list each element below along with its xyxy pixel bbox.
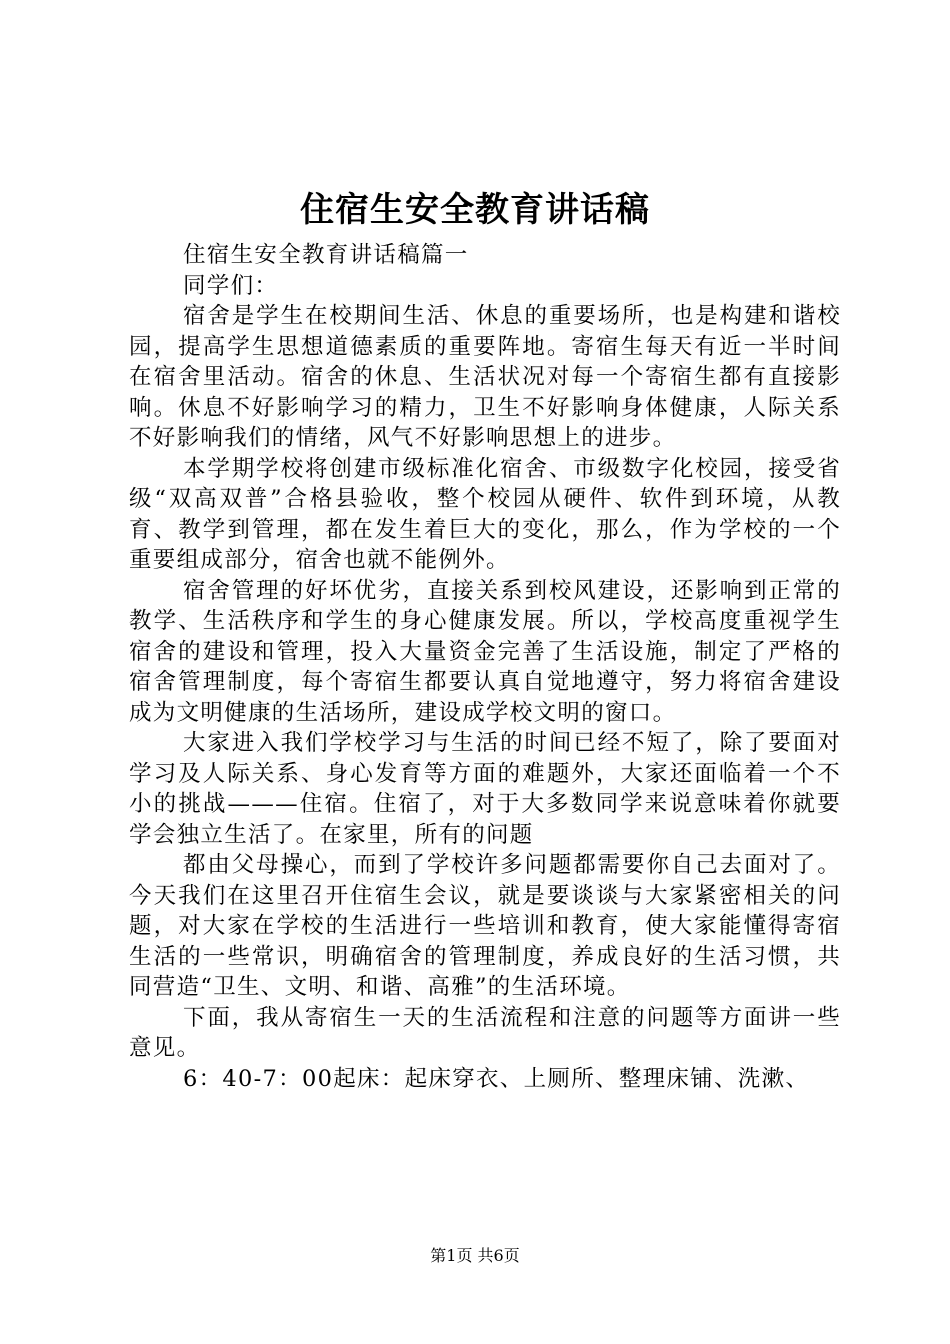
paragraph: 宿舍是学生在校期间生活、休息的重要场所，也是构建和谐校园，提高学生思想道德素质的重要阵地。寄宿生每天有近一半时间在宿舍里活动。宿舍的休息、生活状况对每一个寄宿生都有直接影响。休息不好影响学习的精力，卫生不好影响身体健康，人际关系不好影响我们的情绪，风气不好影响思想上的进步。 xyxy=(129,303,841,451)
paragraph-subtitle: 住宿生安全教育讲话稿篇一 xyxy=(183,242,469,268)
paragraph: 宿舍管理的好坏优劣，直接关系到校风建设，还影响到正常的教学、生活秩序和学生的身心健康发展。所以，学校高度重视学生宿舍的建设和管理，投入大量资金完善了生活设施，制定了严格的宿舍管理制度，每个寄宿生都要认真自觉地遵守，努力将宿舍建设成为文明健康的生活场所，建设成学校文明的窗口。 xyxy=(129,577,841,726)
paragraph-salutation: 同学们： xyxy=(183,272,279,299)
document-title: 住宿生安全教育讲话稿 xyxy=(300,190,650,230)
document-body xyxy=(129,240,841,1094)
paragraph: 本学期学校将创建市级标准化宿舍、市级数字化校园，接受省级“双高双普”合格县验收，整个校园从硬件、软件到环境，从教育、教学到管理，都在发生着巨大的变化，那么，作为学校的一个重要组成部分，宿舍也就不能例外。 xyxy=(129,455,841,573)
paragraph: 大家进入我们学校学习与生活的时间已经不短了，除了要面对学习及人际关系、身心发育等方面的难题外，大家还面临着一个不小的挑战———住宿。住宿了，对于大多数同学来说意味着你就要学会独立生活了。在家里，所有的问题 xyxy=(129,730,841,848)
paragraph: 6：40-7：00起床：起床穿衣、上厕所、整理床铺、洗漱、 xyxy=(183,1065,810,1092)
paragraph: 下面，我从寄宿生一天的生活流程和注意的问题等方面讲一些意见。 xyxy=(129,1004,841,1061)
page-number-footer: 第1页 共6页 xyxy=(430,1246,520,1265)
paragraph: 都由父母操心，而到了学校许多问题都需要你自己去面对了。今天我们在这里召开住宿生会议，就是要谈谈与大家紧密相关的问题，对大家在学校的生活进行一些培训和教育，使大家能懂得寄宿生活的一些常识，明确宿舍的管理制度，养成良好的生活习惯，共同营造“卫生、文明、和谐、高雅”的生活环境。 xyxy=(129,852,841,1000)
